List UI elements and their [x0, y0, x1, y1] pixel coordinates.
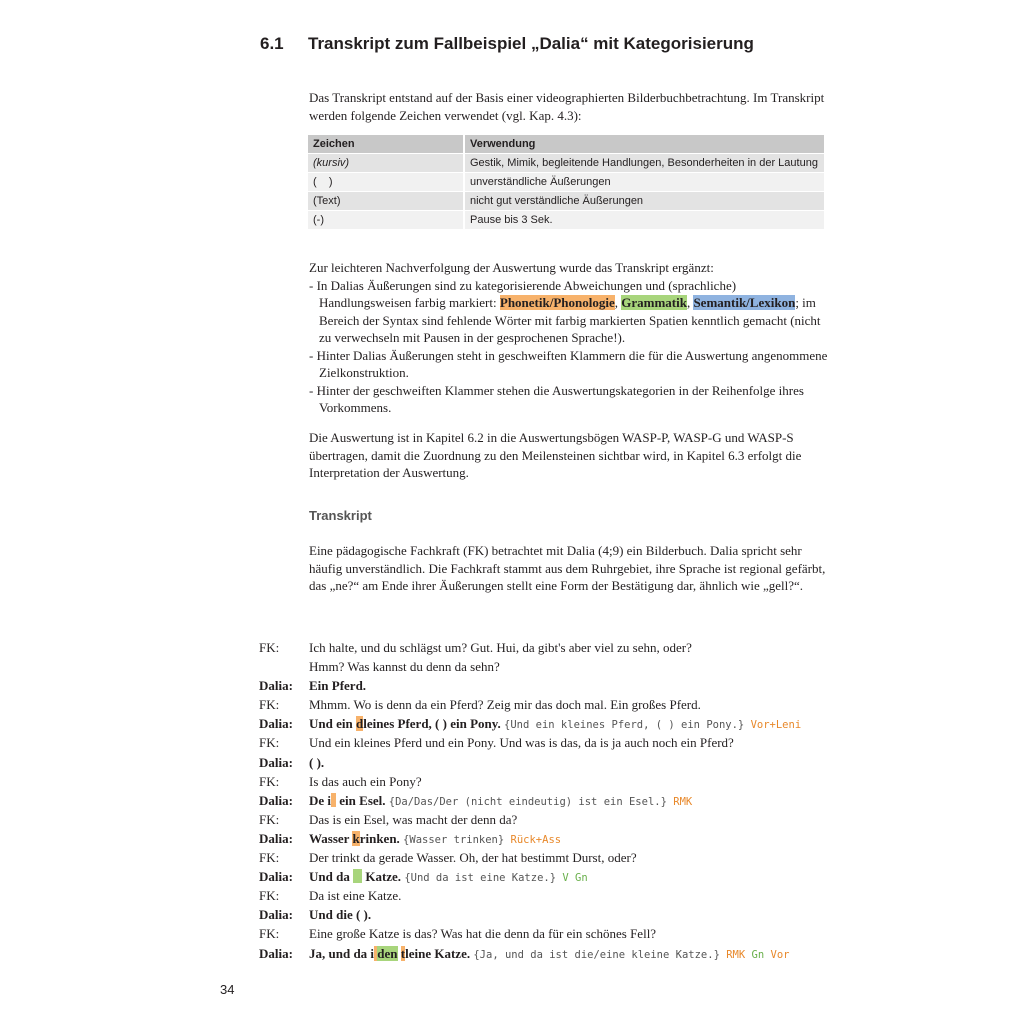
- transcript-line: FK: Is das auch ein Pony?: [259, 773, 422, 789]
- transcript-line: FK: Eine große Katze is das? Was hat die denn da für ein schönes Fell?: [259, 926, 657, 942]
- section-title: Transkript zum Fallbeispiel „Dalia“ mit Kategorisierung: [308, 34, 754, 53]
- transcript: [259, 638, 801, 963]
- transcript-line: Dalia: Und ein dleines Pferd, ( ) ein Pony. {Und ein kleines Pferd, ( ) ein Pony.} Vor+Leni: [259, 716, 802, 732]
- transcript-line: Dalia: Wasser krinken. {Wasser trinken} Rück+Ass: [259, 830, 562, 846]
- section-number: 6.1: [260, 34, 284, 53]
- intro-paragraph: Das Transkript entstand auf der Basis einer videographierten Bilderbuchbetrachtung. Im Transkript werden folgende Zeichen verwendet (vgl. Kap. 4.3):: [309, 90, 825, 123]
- legend-section: [309, 259, 829, 417]
- section-heading: [260, 34, 754, 54]
- page-number: 34: [220, 982, 235, 997]
- transcript-line: Dalia: Ein Pferd.: [259, 678, 367, 694]
- table-cell: (Text): [308, 192, 465, 210]
- table-header: Verwendung: [465, 135, 824, 153]
- table-cell: Pause bis 3 Sek.: [465, 211, 824, 229]
- transcript-line: FK: Und ein kleines Pferd und ein Pony. Und was is das, da is ja auch noch ein Pferd?: [259, 735, 734, 751]
- table-cell: (kursiv): [308, 154, 465, 172]
- transcript-line: Dalia: De i ein Esel. {Da/Das/Der (nicht eindeutig) ist ein Esel.} RMK: [259, 792, 693, 808]
- transcript-line: Dalia: ( ).: [259, 754, 325, 770]
- table-cell: nicht gut verständliche Äußerungen: [465, 192, 824, 210]
- table-row: [308, 192, 824, 210]
- table-header: Zeichen: [308, 135, 465, 153]
- legend-item: - Hinter Dalias Äußerungen steht in geschweiften Klammern die für die Auswertung angenommene Zielkonstruktion.: [309, 347, 828, 380]
- table-cell: Gestik, Mimik, begleitende Handlungen, Besonderheiten in der Lautung: [465, 154, 824, 172]
- transcript-line: Dalia: Ja, und da i den tleine Katze. {Ja, und da ist die/eine kleine Katze.} RMK Gn Vor: [259, 945, 790, 961]
- auswertung-paragraph: Die Auswertung ist in Kapitel 6.2 in die Auswertungsbögen WASP-P, WASP-G und WASP-S übertragen, damit die Zuordnung zu den Meilensteinen sichtbar wird, in Kapitel 6.3 erfolgt die Interpretation der Auswertung.: [309, 430, 802, 480]
- legend-intro: Zur leichteren Nachverfolgung der Auswertung wurde das Transkript ergänzt:: [309, 260, 714, 275]
- legend-item: - Hinter der geschweiften Klammer stehen die Auswertungskategorien in der Reihenfolge ihres Vorkommens.: [309, 382, 804, 415]
- legend-item: - In Dalias Äußerungen sind zu kategorisierende Abweichungen und (sprachliche) Handlungsweisen farbig markiert: Phonetik/Phonologie, Grammatik, Semantik/Lexikon; im Bereich der Syntax sind fehlende Wörter mit farbig markierten Spatien kenntlich gemacht (nicht zu verwechseln mit Pausen in der gesprochenen Sprache!).: [309, 277, 821, 345]
- table-cell: unverständliche Äußerungen: [465, 173, 824, 191]
- missing-word-marker: [353, 869, 362, 883]
- context-paragraph: Eine pädagogische Fachkraft (FK) betrachtet mit Dalia (4;9) ein Bilderbuch. Dalia spricht sehr häufig unverständlich. Die Fachkraft stammt aus dem Ruhrgebiet, ihre Sprache ist regional gefärbt, das „ne?“ am Ende ihrer Äußerungen stellt eine Form der Bestätigung dar, ähnlich wie „gell?“.: [309, 543, 826, 593]
- category-semantics: Semantik/Lexikon: [693, 295, 796, 310]
- transcript-line-continued: Hmm? Was kannst du denn da sehn?: [309, 659, 500, 675]
- transcript-line: FK: Mhmm. Wo is denn da ein Pferd? Zeig mir das doch mal. Ein großes Pferd.: [259, 697, 701, 713]
- transcript-line: FK: Da ist eine Katze.: [259, 888, 402, 904]
- category-grammar: Grammatik: [621, 295, 687, 310]
- table-cell: ( ): [308, 173, 465, 191]
- table-cell: (-): [308, 211, 465, 229]
- symbol-table: [308, 134, 824, 230]
- transcript-line: FK: Ich halte, und du schlägst um? Gut. Hui, da gibt's aber viel zu sehn, oder?: [259, 640, 692, 655]
- transcript-line: FK: Das is ein Esel, was macht der denn da?: [259, 811, 518, 827]
- transcript-line: Dalia: Und da Katze. {Und da ist eine Katze.} V Gn: [259, 869, 588, 885]
- transcript-line: FK: Der trinkt da gerade Wasser. Oh, der hat bestimmt Durst, oder?: [259, 850, 637, 866]
- table-header-row: [308, 135, 824, 153]
- transcript-line: Dalia: Und die ( ).: [259, 907, 372, 923]
- table-row: [308, 173, 824, 191]
- table-row: [308, 211, 824, 229]
- table-row: [308, 154, 824, 172]
- transkript-heading: Transkript: [309, 508, 372, 523]
- category-phonetics: Phonetik/Phonologie: [499, 295, 615, 310]
